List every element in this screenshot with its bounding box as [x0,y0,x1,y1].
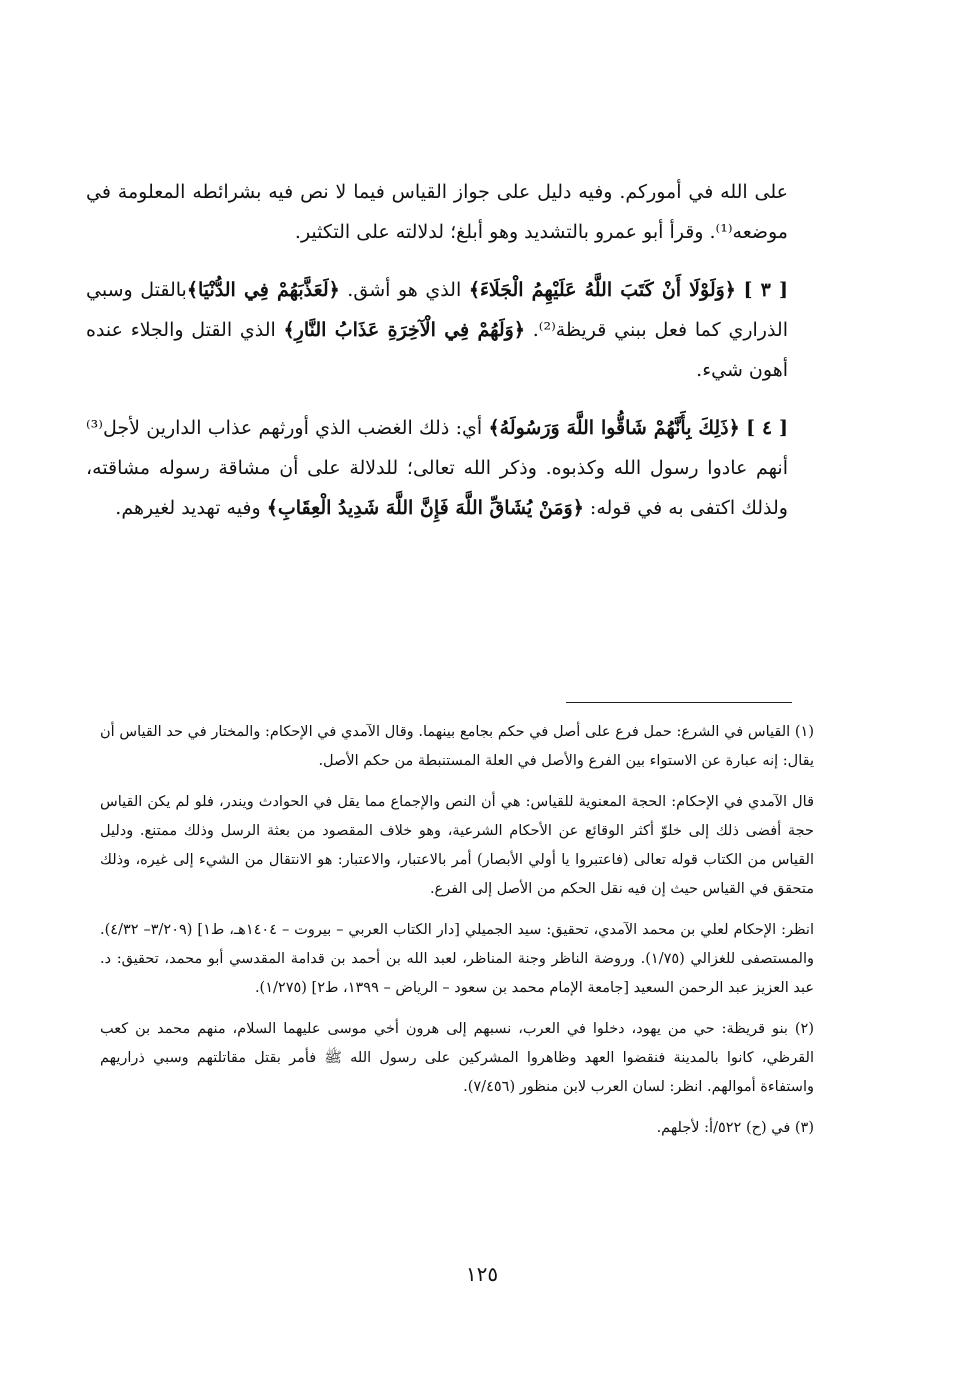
footnote-3: (٣) في (ح) ٥٢٢/أ: لأجلهم. [656,1120,814,1136]
footnote-1: (١) القياس في الشرع: حمل فرع على أصل في حكم بجامع بينهما. وقال الآمدي في الإحكام: والمختار في حد القياس أن يقال: إنه عبارة عن الاستواء بين الفرع والأصل في العلة المستنبطة من حكم الأصل. [100,724,814,769]
main-text [86,172,788,546]
paragraph-verse-4 [86,408,788,528]
quran-quote: ﴿وَلَوْلَا أَنْ كَتَبَ اللَّهُ عَلَيْهِمُ الْجَلَاءَ﴾ [468,279,736,301]
footnote-1-references: انظر: الإحكام لعلي بن محمد الآمدي، تحقيق: سيد الجميلي [دار الكتاب العربي – بيروت – ١٤٠٤هـ، ط١] (٣/٢٠٩– ٤/٣٢). والمستصفى للغزالي (١/٧٥). وروضة الناظر وجنة المناظر، لعبد الله بن أحمد بن قدامة المقدسي أبو محمد، تحقيق: د. عبد العزيز عبد الرحمن السعيد [جامعة الإمام محمد بن سعود – الرياض – ١٣٩٩، ط٢] (١/٢٧٥). [100,922,814,996]
quran-quote: ﴿لَعَذَّبَهُمْ فِي الدُّنْيَا﴾ [186,279,340,301]
commentary-text: وفيه تهديد لغيرهم. [115,497,267,519]
footnote-2: (٢) بنو قريظة: حي من يهود، دخلوا في العرب، نسبهم إلى هرون أخي موسى عليهما السلام، منهم محمد بن كعب القرظي، كانوا بالمدينة فنقضوا العهد وظاهروا المشركين على رسول الله ﷺ فأمر بقتل مقاتلتهم وسبي ذراريهم واستفاءة أموالهم. انظر: لسان العرب لابن منظور (٧/٤٥٦). [100,1021,814,1095]
paragraph-1: على الله في أموركم. وفيه دليل على جواز القياس فيما لا نص فيه بشرائطه المعلومة في موضعه⁽¹⁾. وقرأ أبو عمرو بالتشديد وهو أبلغ؛ لدلالته على التكثير. [86,181,788,243]
quran-quote: ﴿وَلَهُمْ فِي الْآخِرَةِ عَذَابُ النَّارِ﴾ [283,319,525,341]
quran-quote: ﴿وَمَنْ يُشَاقِّ اللَّهَ فَإِنَّ اللَّهَ شَدِيدُ الْعِقَابِ﴾ [266,497,584,519]
footnotes [100,718,814,1155]
commentary-text: الذي القتل والجلاء عنده أهون شيء. [86,319,788,381]
quran-quote: ﴿ذَلِكَ بِأَنَّهُمْ شَاقُّوا اللَّهَ وَرَسُولَهُ﴾ [488,417,740,439]
commentary-text: أي: ذلك الغضب الذي أورثهم عذاب الدارين لأجل⁽³⁾ أنهم عادوا رسول الله وكذبوه. وذكر الله تعالى؛ للدلالة على أن مشاقة رسوله مشاقته، ولذلك اكتفى به في قوله: [86,417,788,519]
paragraph-verse-3 [86,270,788,390]
page-number: ١٢٥ [465,1262,499,1286]
footnote-divider [566,702,792,703]
verse-number-3: [ ٣ ] [743,279,788,301]
commentary-text: الذي هو أشق. [339,279,469,301]
commentary-text: بالقتل وسبي الذراري كما فعل ببني قريظة⁽²⁾. [86,279,788,341]
verse-number-4: [ ٤ ] [746,417,789,439]
footnote-1-continued: قال الآمدي في الإحكام: الحجة المعنوية للقياس: هي أن النص والإجماع مما يقل في الحوادث ويندر، فلو لم يكن القياس حجة أفضى ذلك إلى خلوّ أكثر الوقائع عن الأحكام الشرعية، وهو خلاف المقصود من بعثة الرسل وذلك ممتنع. ودليل القياس من الكتاب قوله تعالى (فاعتبروا يا أولي الأبصار) أمر بالاعتبار، والاعتبار: هو الانتقال من الشيء إلى غيره، وذلك متحقق في القياس حيث إن فيه نقل الحكم من الأصل إلى الفرع. [100,794,814,897]
